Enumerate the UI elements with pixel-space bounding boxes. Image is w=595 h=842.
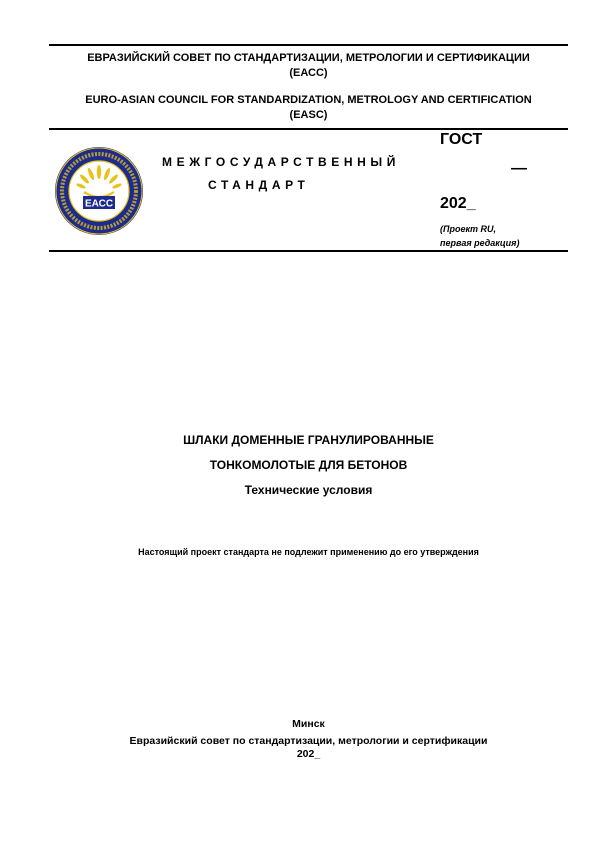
- footer-publisher: Евразийский совет по стандартизации, метрологии и сертификации: [129, 735, 488, 747]
- document-title: [49, 428, 568, 503]
- footer-year: 202_: [296, 748, 321, 760]
- council-name-ru: [49, 51, 568, 81]
- top-rule: [49, 44, 568, 46]
- standard-type-line1: МЕЖГОСУДАРСТВЕННЫЙ: [162, 155, 400, 169]
- header-rule: [49, 128, 568, 130]
- project-edition: [440, 222, 519, 250]
- standard-type-line2: СТАНДАРТ: [208, 178, 310, 192]
- gost-label: ГОСТ: [440, 131, 483, 148]
- gost-number: —: [511, 160, 527, 177]
- council-name-en: [49, 93, 568, 123]
- council-name-ru-line1: ЕВРАЗИЙСКИЙ СОВЕТ ПО СТАНДАРТИЗАЦИИ, МЕТРОЛОГИИ И СЕРТИФИКАЦИИ: [87, 52, 530, 64]
- council-abbr-en: (EASC): [289, 109, 328, 121]
- project-edition-line2: первая редакция): [440, 238, 520, 248]
- council-abbr-ru: (ЕАСС): [289, 67, 328, 79]
- header-bottom-rule: [49, 250, 568, 252]
- footer: [49, 718, 568, 761]
- project-edition-line1: (Проект RU,: [440, 224, 497, 234]
- easc-emblem-icon: [54, 146, 144, 236]
- gost-year: 202_: [440, 195, 476, 212]
- emblem-abbr: ЕАСС: [84, 198, 114, 210]
- title-subtitle: Технические условия: [244, 483, 373, 497]
- footer-city: Минск: [292, 718, 325, 730]
- council-name-en-line1: EURO-ASIAN COUNCIL FOR STANDARDIZATION, METROLOGY AND CERTIFICATION: [85, 94, 532, 106]
- draft-notice: Настоящий проект стандарта не подлежит применению до его утверждения: [138, 547, 479, 557]
- title-line1: ШЛАКИ ДОМЕННЫЕ ГРАНУЛИРОВАННЫЕ: [183, 433, 434, 447]
- title-line2: ТОНКОМОЛОТЫЕ ДЛЯ БЕТОНОВ: [209, 458, 408, 472]
